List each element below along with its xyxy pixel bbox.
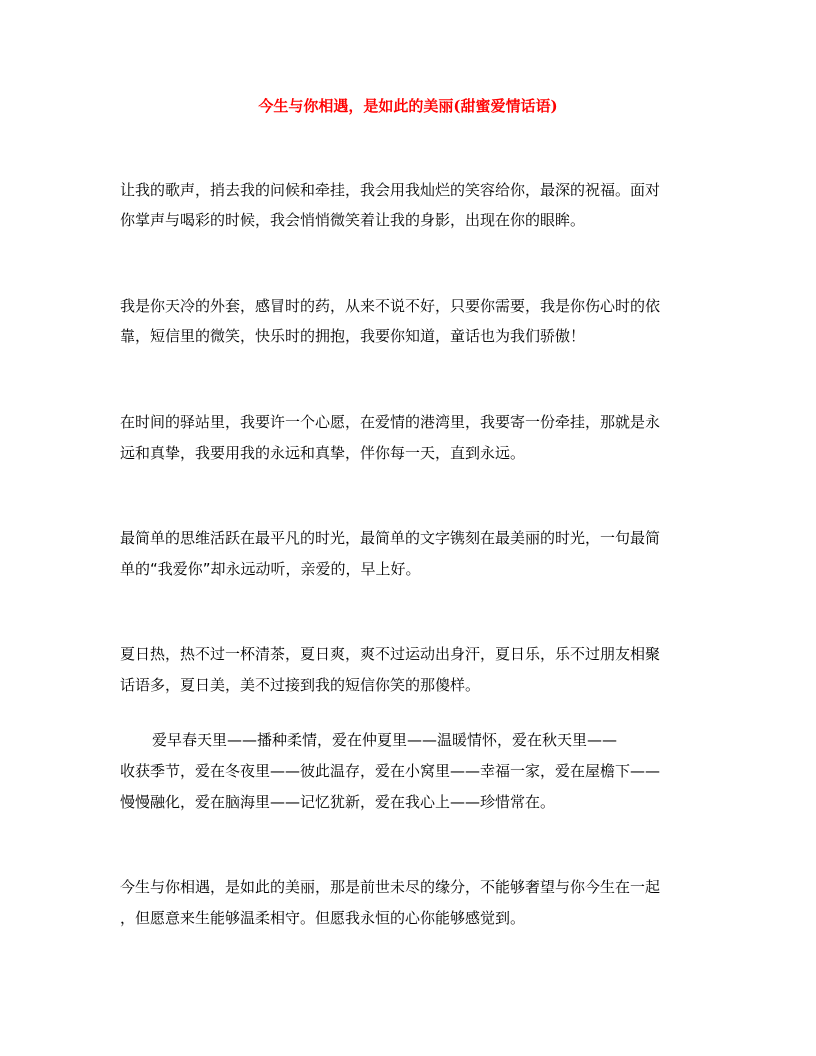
paragraph-line: 今生与你相遇，是如此的美丽，那是前世未尽的缘分，不能够奢望与你今生在一起 (120, 878, 661, 896)
paragraph-line: 爱早春天里——播种柔情，爱在仲夏里——温暖情怀，爱在秋天里—— (152, 731, 618, 749)
paragraph-line: 最简单的思维活跃在最平凡的时光，最简单的文字镌刻在最美丽的时光，一句最简 (120, 529, 661, 547)
paragraph-line: 慢慢融化，爱在脑海里——记忆犹新，爱在我心上——珍惜常在。 (120, 793, 556, 811)
document-title: 今生与你相遇，是如此的美丽(甜蜜爱情话语) (258, 97, 558, 115)
paragraph-line: 话语多，夏日美，美不过接到我的短信你笑的那傻样。 (120, 676, 481, 694)
paragraph-line: 在时间的驿站里，我要许一个心愿，在爱情的港湾里，我要寄一份牵挂，那就是永 (120, 413, 661, 431)
paragraph-line: ，但愿意来生能够温柔相守。但愿我永恒的心你能够感觉到。 (120, 909, 526, 927)
paragraph-line: 夏日热，热不过一杯清茶，夏日爽，爽不过运动出身汗，夏日乐，乐不过朋友相聚 (120, 645, 661, 663)
paragraph-line: 靠，短信里的微笑，快乐时的拥抱，我要你知道，童话也为我们骄傲！ (120, 327, 586, 345)
paragraph-line: 我是你天冷的外套，感冒时的药，从来不说不好，只要你需要，我是你伤心时的依 (120, 297, 661, 315)
paragraph-line: 让我的歌声，捎去我的问候和牵挂，我会用我灿烂的笑容给你，最深的祝福。面对 (120, 181, 661, 199)
paragraph-line: 远和真挚，我要用我的永远和真挚，伴你每一天，直到永远。 (120, 444, 526, 462)
paragraph-line: 你掌声与喝彩的时候，我会悄悄微笑着让我的身影，出现在你的眼眸。 (120, 211, 586, 229)
paragraph-line: 单的“我爱你”却永远动听，亲爱的，早上好。 (120, 560, 421, 578)
paragraph-line: 收获季节，爱在冬夜里——彼此温存，爱在小窝里——幸福一家，爱在屋檐下—— (120, 762, 661, 780)
